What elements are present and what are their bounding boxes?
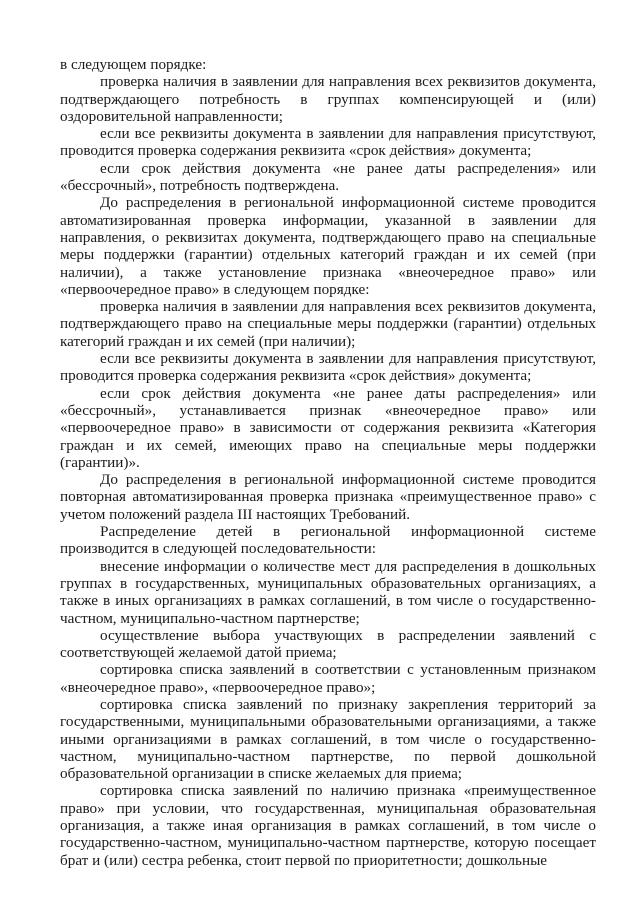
paragraph-sort-by-preferential-right: сортировка списка заявлений по наличию признака «преимущественное право» при условии, что государственная, муниципальная образовательная организация, а также иная организация в рамках соглашений, в том числе о государственно-частном, муниципально-частном партнерстве, которую посещает брат и (или) сестра ребенка, стоит первой по приоритетности; дошкольные bbox=[60, 782, 596, 869]
paragraph-need-confirmed: если срок действия документа «не ранее даты распределения» или «бессрочный», потребность подтверждена. bbox=[60, 159, 596, 195]
paragraph-order-intro: в следующем порядке: bbox=[60, 56, 207, 73]
paragraph-priority-right-set: если срок действия документа «не ранее даты распределения» или «бессрочный», устанавливается признак «внеочередное право» или «первоочередное право» в зависимости от содержания реквизита «Категория граждан и их семей, имеющих право на специальные меры поддержки (гарантии)». bbox=[60, 384, 596, 471]
paragraph-sort-by-territory: сортировка списка заявлений по признаку закрепления территорий за государственными, муниципальными образовательными организациями, а также иными организациями в рамках соглашений, в том числе о государственно-частном, муниципально-частном партнерстве, по первой дошкольной образовательной организации в списке желаемых для приема; bbox=[60, 695, 596, 783]
paragraph-check-validity-period: если все реквизиты документа в заявлении для направления присутствуют, проводится проверка содержания реквизита «срок действия» документа; bbox=[60, 125, 596, 160]
paragraph-distribution-sequence: Распределение детей в региональной информационной системе производится в следующей последовательности: bbox=[60, 523, 596, 558]
paragraph-sort-by-priority: сортировка списка заявлений в соответствии с установленным признаком «внеочередное право», «первоочередное право»; bbox=[60, 661, 596, 696]
paragraph-pre-distribution-check: До распределения в региональной информационной системе проводится автоматизированная проверка информации, указанной в заявлении для направления, о реквизитах документа, подтверждающего право на специальные меры поддержки (гарантии) отдельных категорий граждан и их семей (при наличии), а также установление признака «внеочередное право» или «первоочередное право» в следующем порядке: bbox=[60, 194, 596, 298]
paragraph-check-support-measures: проверка наличия в заявлении для направления всех реквизитов документа, подтверждающего право на специальные меры поддержки (гарантии) отдельных категорий граждан и их семей (при наличии); bbox=[60, 298, 596, 350]
paragraph-places-entry: внесение информации о количестве мест для распределения в дошкольных группах в государственных, муниципальных образовательных организациях, а также в иных организациях в рамках соглашений, в том числе о государственно-частном, муниципально-частном партнерстве; bbox=[60, 557, 596, 627]
paragraph-preferential-right-recheck: До распределения в региональной информационной системе проводится повторная автоматизированная проверка признака «преимущественное право» с учетом положений раздела III настоящих Требований. bbox=[60, 471, 596, 523]
document-page bbox=[60, 56, 596, 869]
paragraph-check-validity-period-2: если все реквизиты документа в заявлении для направления присутствуют, проводится проверка содержания реквизита «срок действия» документа; bbox=[60, 350, 596, 385]
paragraph-check-compensating-groups: проверка наличия в заявлении для направления всех реквизитов документа, подтверждающего потребность в группах компенсирующей и (или) оздоровительной направленности; bbox=[60, 73, 596, 125]
paragraph-applications-selection: осуществление выбора участвующих в распределении заявлений с соответствующей желаемой датой приема; bbox=[60, 626, 596, 662]
